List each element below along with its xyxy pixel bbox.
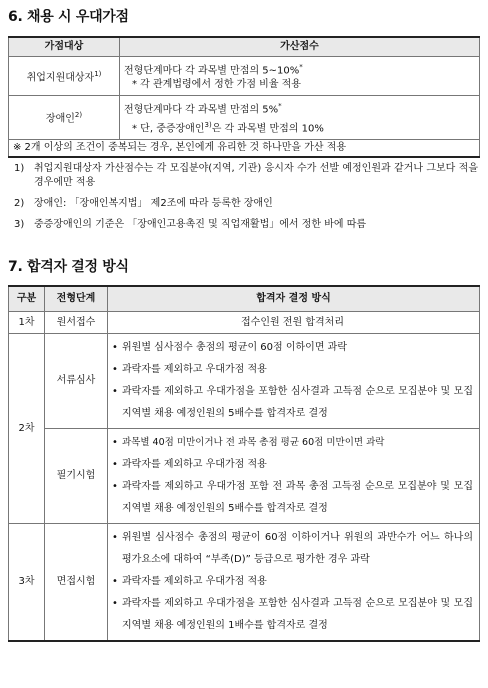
list-item — [112, 381, 473, 425]
bonus-target-disabled: 장애인 — [45, 113, 75, 125]
bonus-score-main: 전형단계마다 각 과목별 만점의 5~10% — [124, 65, 300, 77]
note-number: 2) — [14, 198, 25, 209]
round-label: 2차 — [9, 334, 45, 524]
bonus-score-cell — [120, 57, 480, 96]
bullet-icon: • — [112, 598, 118, 609]
header-stage: 전형단계 — [45, 286, 108, 312]
note-text: 중증장애인의 기준은 「장애인고용촉진 및 직업재활법」에서 정한 바에 따름 — [34, 219, 367, 230]
sub-text: 은 각 과목별 만점의 10% — [211, 122, 324, 134]
table-row — [9, 57, 480, 96]
selection-method-table — [8, 285, 480, 642]
note-text: 취업지원대상자 가산점수는 각 모집분야(지역, 기관) 응시자 수가 선발 예정인원과 같거나 그보다 적을 경우에만 적용 — [34, 163, 478, 188]
bullet-icon: • — [112, 481, 118, 492]
note-text: 장애인: 「장애인복지법」 제2조에 따라 등록한 장애인 — [34, 198, 273, 209]
table-row — [9, 312, 480, 334]
stage-label: 면접시험 — [45, 524, 108, 642]
method-text: 접수인원 전원 합격처리 — [108, 312, 480, 334]
footnote-marker: 1) — [94, 70, 102, 78]
bonus-points-table — [8, 36, 480, 158]
header-bonus-score: 가산점수 — [120, 37, 480, 57]
list-item — [112, 359, 473, 381]
note-number: 3) — [14, 219, 25, 230]
bullet-text: 과락자를 제외하고 우대가점 포함 전 과목 총점 고득점 순으로 모집분야 및 모집지역별 채용 예정인원의 5배수를 합격자로 결정 — [122, 481, 473, 514]
stage-label: 서류심사 — [45, 334, 108, 429]
list-item — [14, 162, 478, 190]
table-row — [9, 524, 480, 642]
round-label: 3차 — [9, 524, 45, 642]
bullet-icon: • — [112, 532, 118, 543]
list-item — [14, 218, 478, 232]
bonus-score-main: 전형단계마다 각 과목별 만점의 5% — [124, 104, 279, 116]
bullet-icon: • — [112, 437, 118, 448]
bullet-icon: • — [112, 386, 118, 397]
sub-text: * 단, 중증장애인 — [132, 122, 205, 134]
asterisk-marker: * — [278, 102, 282, 111]
section-6-heading: 6. 채용 시 우대가점 — [8, 9, 129, 25]
method-cell — [108, 334, 480, 429]
note-number: 1) — [14, 163, 25, 174]
bullet-text: 과락자를 제외하고 우대가점을 포함한 심사결과 고득점 순으로 모집분야 및 모집지역별 채용 예정인원의 5배수를 합격자로 결정 — [122, 386, 473, 419]
list-item — [112, 571, 473, 593]
header-method: 합격자 결정 방식 — [108, 286, 480, 312]
bullet-icon: • — [112, 364, 118, 375]
table-footnote: ※ 2개 이상의 조건이 중복되는 경우, 본인에게 유리한 것 하나만을 가산 적용 — [9, 139, 480, 157]
method-cell — [108, 429, 480, 524]
list-item — [112, 476, 473, 520]
table-row — [9, 96, 480, 140]
list-item — [112, 454, 473, 476]
bullet-text: 과락자를 제외하고 우대가점 적용 — [122, 459, 267, 470]
header-bonus-target: 가점대상 — [9, 37, 120, 57]
list-item — [112, 432, 473, 454]
bullet-text: 위원별 심사점수 총점의 평균이 60점 이하이면 과락 — [122, 342, 347, 353]
method-cell — [108, 524, 480, 642]
list-item — [112, 593, 473, 637]
table-row — [9, 334, 480, 429]
bullet-text: 과목별 40점 미만이거나 전 과목 총점 평균 60점 미만이면 과락 — [122, 437, 385, 448]
bullet-icon: • — [112, 576, 118, 587]
bonus-score-sub — [124, 118, 475, 136]
stage-label: 원서접수 — [45, 312, 108, 334]
bonus-target-veterans: 취업지원대상자 — [26, 72, 95, 84]
bullet-text: 위원별 심사점수 총점의 평균이 60점 이하이거나 위원의 과반수가 어느 하나의 평가요소에 대하여 “부족(D)” 등급으로 평가한 경우 과락 — [122, 532, 473, 565]
stage-label: 필기시험 — [45, 429, 108, 524]
header-round: 구분 — [9, 286, 45, 312]
bonus-score-cell — [120, 96, 480, 140]
footnote-marker: 2) — [74, 111, 83, 120]
list-item — [112, 527, 473, 571]
section-7-heading: 7. 합격자 결정 방식 — [8, 259, 129, 275]
bullet-text: 과락자를 제외하고 우대가점 적용 — [122, 576, 267, 587]
bullet-icon: • — [112, 342, 118, 353]
list-item — [14, 197, 478, 211]
footnote-marker: 3) — [204, 120, 212, 129]
footnotes-list — [14, 162, 478, 239]
bullet-icon: • — [112, 459, 118, 470]
bonus-score-sub: * 각 관계법령에서 정한 가점 비율 적용 — [132, 79, 301, 91]
list-item — [112, 337, 473, 359]
bullet-text: 과락자를 제외하고 우대가점을 포함한 심사결과 고득점 순으로 모집분야 및 모집지역별 채용 예정인원의 1배수를 합격자로 결정 — [122, 598, 473, 631]
bullet-text: 과락자를 제외하고 우대가점 적용 — [122, 364, 267, 375]
bonus-target-cell — [9, 96, 120, 140]
round-label: 1차 — [9, 312, 45, 334]
asterisk-marker: * — [299, 63, 303, 71]
table-row — [9, 429, 480, 524]
bonus-target-cell — [9, 57, 120, 96]
